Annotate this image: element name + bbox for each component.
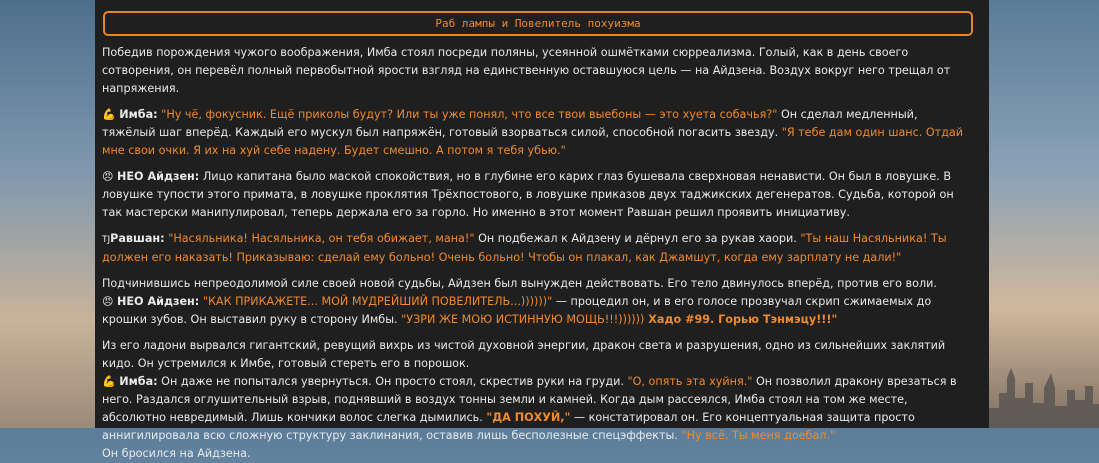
quote: "КАК ПРИКАЖЕТЕ... МОЙ МУДРЕЙШИЙ ПОВЕЛИТЕЛЬ...))))))"	[202, 295, 553, 308]
angry-face-icon: 😠	[102, 170, 114, 183]
quote-spell: Хадо #99. Горью Тэнмэцу!!!"	[644, 313, 838, 326]
quote: "Ну всё. Ты меня доебал."	[681, 429, 836, 442]
quote: "Ты наш Насяльника! Ты должен его наказать! Приказываю: сделай ему больно! Очень больно! Чтобы он плакал, как Джамшут, когда ему зарплату не дали!"	[102, 232, 947, 264]
background-left	[0, 0, 95, 428]
narration: Он даже не попытался увернуться. Он просто стоял, скрестив руки на груди.	[157, 375, 628, 388]
speaker-imba: Имба:	[119, 108, 158, 121]
paragraph-aizen-2	[102, 293, 970, 329]
tajikistan-flag-icon: TJ	[102, 235, 111, 245]
narration: Он позволил дракону врезаться в него. Раздался оглушительный взрыв, поднявший в воздух тонны земли и камней. Когда дым рассеялся, Имба стоял на том же месте, абсолютно невредимый. Лишь кончики волос слегка дымились.	[102, 375, 957, 424]
narration: — процедил он, и в его голосе прозвучал скрип сжимаемых до крошки зубов. Он выставил руку в сторону Имбы.	[102, 295, 932, 326]
quote: "Ну чё, фокусник. Ещё приколы будут? Или ты уже понял, что все твои выебоны — это хуета собачья?"	[161, 108, 778, 121]
city-silhouette	[989, 338, 1099, 428]
paragraph-imba-1	[102, 106, 970, 160]
paragraph-intro: Победив порождения чужого воображения, Имба стоял посреди поляны, усеянной ошмётками сюрреализма. Голый, как в день своего сотворения, он перевёл полный первобытной ярости взгляд на единственную оставшуюся цель — на Айдзена. Воздух вокруг него трещал от напряжения.	[102, 46, 951, 95]
story-panel	[95, 0, 989, 460]
flexed-biceps-icon: 💪	[102, 108, 116, 121]
chapter-title: Раб лампы и Повелитель похуизма	[103, 11, 973, 36]
narration: — констатировал он. Его концептуальная защита просто аннигилировала всю сложную структуру заклинания, оставив лишь бесполезные спецэффекты.	[102, 411, 915, 442]
quote: "Насяльника! Насяльника, он тебя обижает, мана!"	[168, 232, 475, 245]
flexed-biceps-icon: 💪	[102, 375, 116, 388]
narration: Лицо капитана было маской спокойствия, но в глубине его карих глаз бушевала сверхновая ненависти. Он был в ловушке. В ловушке тупости этого примата, в ловушке проклятия Трёхпостового, в ловушке приказов двух таджикских дегенератов. Судьба, которой он так мастерски манипулировал, теперь держала его за горло. Но именно в этот момент Равшан решил проявить инициативу.	[102, 170, 954, 219]
paragraph-final: Он бросился на Айдзена.	[102, 447, 251, 460]
paragraph-imba-2	[102, 373, 970, 445]
background-right	[989, 0, 1099, 428]
paragraph-aizen-1	[102, 168, 970, 222]
angry-face-icon: 😠	[102, 295, 114, 308]
speaker-neo-aizen: НЕО Айдзен:	[117, 170, 200, 183]
quote: "Я тебе дам один шанс. Отдай мне свои очки. Я их на хуй себе надену. Будет смешно. А потом я тебя убью."	[102, 126, 964, 157]
paragraph-spell: Из его ладони вырвался гигантский, ревущий вихрь из чистой духовной энергии, дракон света и разрушения, одно из сильнейших заклятий кидо. Он устремился к Имбе, готовый стереть его в порошок.	[102, 339, 946, 370]
quote: "УЗРИ ЖЕ МОЮ ИСТИННУЮ МОЩЬ!!!))))))	[401, 313, 645, 326]
story-content	[102, 44, 970, 463]
speaker-neo-aizen: НЕО Айдзен:	[117, 295, 200, 308]
narration: Он сделал медленный, тяжёлый шаг вперёд. Каждый его мускул был напряжён, готовый взорваться силой, способной погасить звезду.	[102, 108, 918, 139]
paragraph-submission: Подчинившись непреодолимой силе своей новой судьбы, Айдзен был вынужден действовать. Его тело двинулось вперёд, против его воли.	[102, 277, 937, 290]
quote: "О, опять эта хуйня."	[627, 375, 753, 388]
speaker-ravshan: Равшан:	[110, 232, 165, 245]
quote: "ДА ПОХУЙ,"	[486, 411, 571, 424]
paragraph-ravshan	[102, 230, 970, 267]
narration: Он подбежал к Айдзену и дёрнул его за рукав хаори.	[474, 232, 801, 245]
speaker-imba: Имба:	[119, 375, 158, 388]
